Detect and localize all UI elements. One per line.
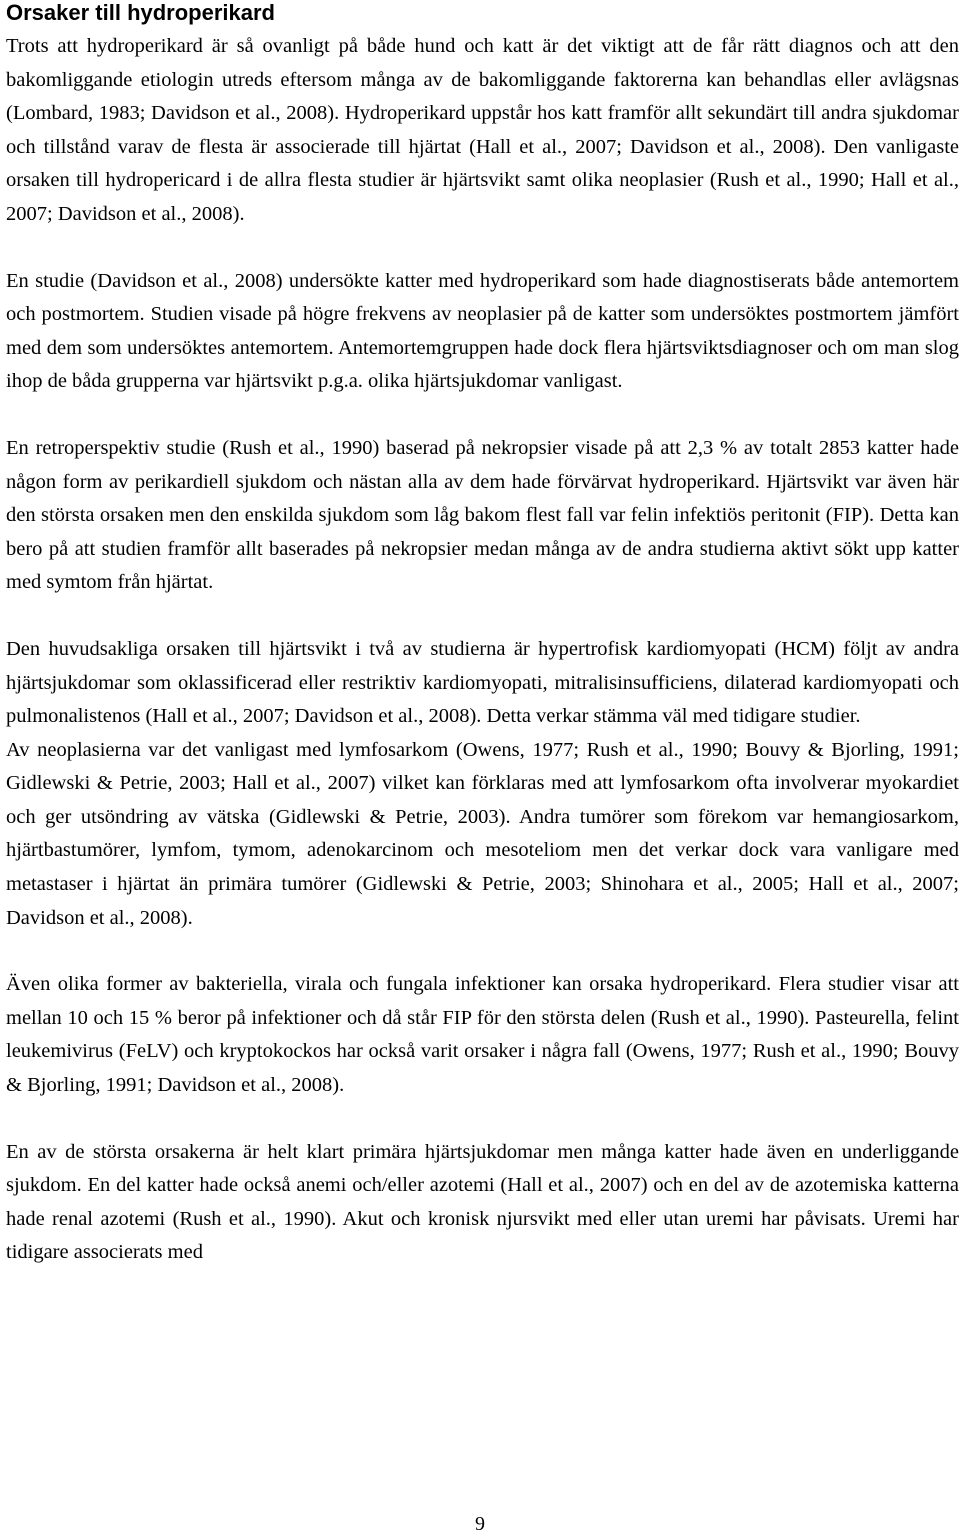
paragraph-spacer: [6, 600, 959, 633]
paragraph-retrospective-study: En retroperspektiv studie (Rush et al., 1990) baserad på nekropsier visade på att 2,3 % av totalt 2853 katter hade någon form av perikardiell sjukdom och nästan alla av dem hade förvärvat hydroperikard. Hjärtsvikt var även här den största orsaken men den enskilda sjukdom som låg bakom flest fall var felin infektiös peritonit (FIP). Detta kan bero på att studien framför allt baserades på nekropsier medan många av de andra studierna aktivt sökt upp katter med symtom från hjärtat.: [6, 436, 959, 594]
paragraph-davidson-study: En studie (Davidson et al., 2008) undersökte katter med hydroperikard som hade diagnostiserats både antemortem och postmortem. Studien visade på högre frekvens av neoplasier på de katter som undersöktes postmortem jämfört med dem som undersöktes antemortem. Antemortemgruppen hade dock flera hjärtsviktsdiagnoser och om man slog ihop de båda grupperna var hjärtsvikt p.g.a. olika hjärtsjukdomar vanligast.: [6, 269, 959, 393]
paragraph-spacer: [6, 935, 959, 968]
page-number: 9: [475, 1513, 485, 1535]
paragraph-intro: Trots att hydroperikard är så ovanligt på både hund och katt är det viktigt att de får rätt diagnos och att den bakomliggande etiologin utreds eftersom många av de bakomliggande faktorerna kan behandlas eller avlägsnas (Lombard, 1983; Davidson et al., 2008). Hydroperikard uppstår hos katt framför allt sekundärt till andra sjukdomar och tillstånd varav de flesta är associerade till hjärtat (Hall et al., 2007; Davidson et al., 2008). Den vanligaste orsaken till hydropericard i de allra flesta studier är hjärtsvikt samt olika neoplasier (Rush et al., 1990; Hall et al., 2007; Davidson et al., 2008).: [6, 35, 959, 225]
section-heading: Orsaker till hydroperikard: [6, 0, 275, 25]
document-page: [6, 0, 959, 1270]
paragraph-neoplasia: Av neoplasierna var det vanligast med lymfosarkom (Owens, 1977; Rush et al., 1990; Bouvy & Bjorling, 1991; Gidlewski & Petrie, 2003; Hall et al., 2007) vilket kan förklaras med att lymfosarkom ofta involverar myokardiet och ger utsöndring av vätska (Gidlewski & Petrie, 2003). Andra tumörer som förekom var hemangiosarkom, hjärtbastumörer, lymfom, tymom, adenokarcinom och mesoteliom men det verkar dock vara vanligare med metastaser i hjärtat än primära tumörer (Gidlewski & Petrie, 2003; Shinohara et al., 2005; Hall et al., 2007; Davidson et al., 2008).: [6, 738, 959, 929]
paragraph-heart-failure: Den huvudsakliga orsaken till hjärtsvikt i två av studierna är hypertrofisk kardiomyopati (HCM) följt av andra hjärtsjukdomar som oklassificerad eller restriktiv kardiomyopati, mitralisinsufficiens, dilaterad kardiomyopati och pulmonalistenos (Hall et al., 2007; Davidson et al., 2008). Detta verkar stämma väl med tidigare studier.: [6, 637, 959, 728]
paragraph-spacer: [6, 1103, 959, 1136]
paragraph-spacer: [6, 399, 959, 432]
paragraph-spacer: [6, 232, 959, 265]
paragraph-underlying-disease: En av de största orsakerna är helt klart primära hjärtsjukdomar men många katter hade även en underliggande sjukdom. En del katter hade också anemi och/eller azotemi (Hall et al., 2007) och en del av de azotemiska katterna hade renal azotemi (Rush et al., 1990). Akut och kronisk njursvikt med eller utan uremi har påvisats. Uremi har tidigare associerats med: [6, 1140, 959, 1264]
paragraph-infections: Även olika former av bakteriella, virala och fungala infektioner kan orsaka hydroperikard. Flera studier visar att mellan 10 och 15 % beror på infektioner och då står FIP för den största delen (Rush et al., 1990). Pasteurella, felint leukemivirus (FeLV) och kryptokockos har också varit orsaker i några fall (Owens, 1977; Rush et al., 1990; Bouvy & Bjorling, 1991; Davidson et al., 2008).: [6, 973, 959, 1097]
